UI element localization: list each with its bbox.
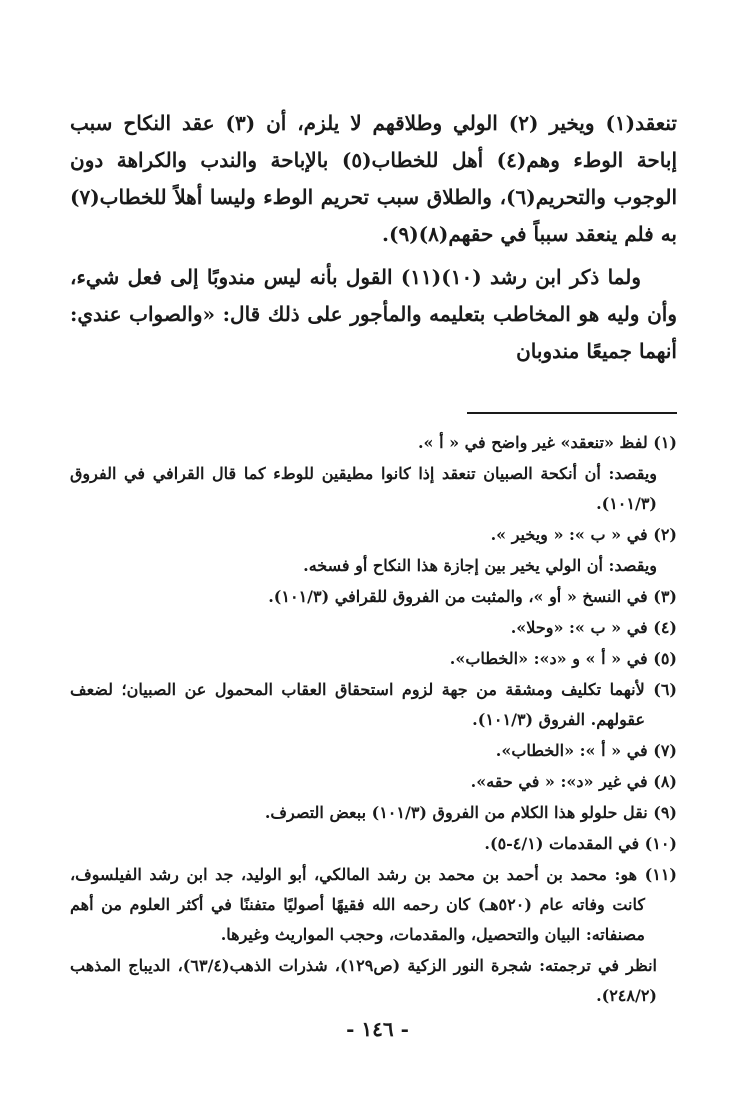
- footnote-separator: [467, 412, 677, 414]
- footnote-4: (٤) في « ب »: «وحلا».: [510, 618, 677, 637]
- footnote-11-references: انظر في ترجمته: شجرة النور الزكية (ص١٢٩)، شذرات الذهب(٦٣/٤)، الديباج المذهب (٢٤٨/٢).: [70, 956, 657, 1005]
- footnote-3: (٣) في النسخ « أو »، والمثبت من الفروق للقرافي (١٠١/٣).: [268, 587, 677, 606]
- footnote-10: (١٠) في المقدمات (٤/١-٥).: [484, 834, 677, 853]
- page-number: - ١٤٦ -: [346, 1017, 409, 1041]
- footnote-1-explanation: ويقصد: أن أنكحة الصبيان تنعقد إذا كانوا مطيقين للوطء كما قال القرافي في الفروق (١٠١/٣).: [70, 464, 657, 513]
- footnotes: [70, 428, 677, 1011]
- main-paragraph-1: تنعقد(١) ويخير (٢) الولي وطلاقهم لا يلزم، أن (٣) عقد النكاح سبب إباحة الوطء وهم(٤) أهل للخطاب(٥) بالإباحة والندب والكراهة دون الوجوب والتحريم(٦)، والطلاق سبب تحريم الوطء وليسا أهلاً للخطاب(٧) به فلم ينعقد سبباً في حقهم(٨)(٩).: [70, 111, 677, 246]
- footnote-2: (٢) في « ب »: « ويخير ».: [490, 525, 677, 544]
- footnote-11: (١١) هو: محمد بن أحمد بن محمد بن رشد المالكي، أبو الوليد، جد ابن رشد الفيلسوف، كانت وفاته عام (٥٢٠هـ) كان رحمه الله فقيهًا أصوليًا متفننًا في أكثر العلوم من أهم مصنفاته: البيان والتحصيل، والمقدمات، وحجب المواريث وغيرها.: [70, 865, 677, 944]
- main-text: [70, 105, 677, 370]
- main-paragraph-2: ولما ذكر ابن رشد (١٠)(١١) القول بأنه ليس مندوبًا إلى فعل شيء، وأن وليه هو المخاطب بتعليمه والمأجور على ذلك قال: «والصواب عندي: أنهما جميعًا مندوبان: [70, 265, 677, 363]
- document-page: [70, 105, 677, 1012]
- footnote-2-explanation: ويقصد: أن الولي يخير بين إجازة هذا النكاح أو فسخه.: [303, 556, 657, 575]
- footnote-6: (٦) لأنهما تكليف ومشقة من جهة لزوم استحقاق العقاب المحمول عن الصبيان؛ لضعف عقولهم. الفروق (١٠١/٣).: [70, 680, 677, 729]
- footnote-9: (٩) نقل حلولو هذا الكلام من الفروق (١٠١/٣) ببعض التصرف.: [264, 803, 677, 822]
- footnote-1: (١) لفظ «تنعقد» غير واضح في « أ ».: [417, 433, 677, 452]
- footnote-8: (٨) في غير «د»: « في حقه».: [470, 772, 677, 791]
- footnote-7: (٧) في « أ »: «الخطاب».: [495, 741, 677, 760]
- footnote-5: (٥) في « أ » و «د»: «الخطاب».: [449, 649, 677, 668]
